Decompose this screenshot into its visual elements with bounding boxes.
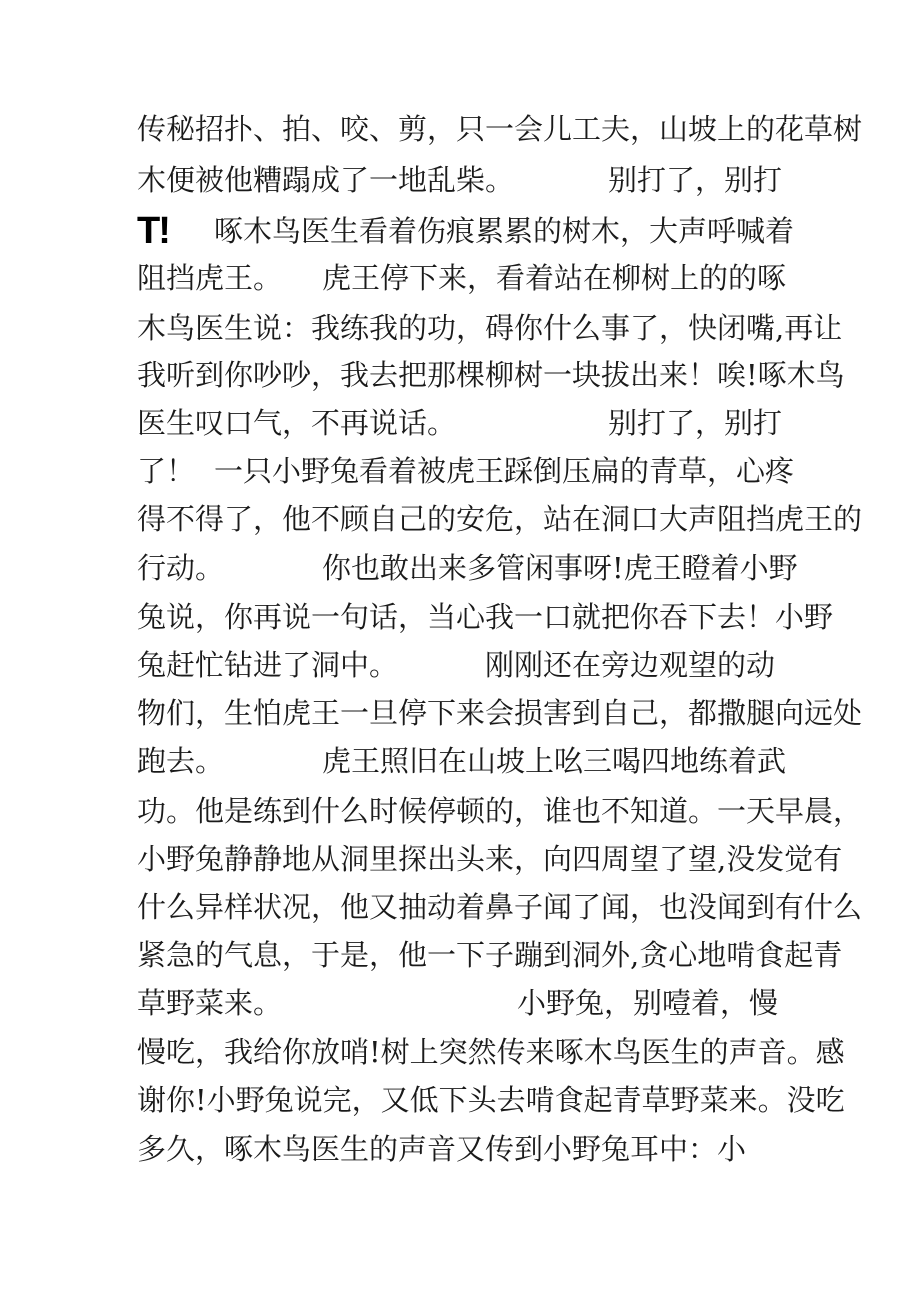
text-run: 草野菜来。	[137, 986, 283, 1020]
text-run: 别打了，别打	[608, 163, 783, 197]
text-run: 行动。	[137, 551, 225, 585]
text-run: 得不得了，他不顾自己的安危，站在洞口大声阻挡虎王的	[137, 502, 863, 536]
text-line	[0, 398, 920, 448]
text-line	[0, 640, 920, 690]
text-run: 木便被他糟蹋成了一地乱柴。	[137, 163, 515, 197]
text-run: 功。他是练到什么时候停顿的，谁也不知道。一天早晨，	[137, 794, 863, 828]
text-run: 小野兔静静地从洞里探出头来，向四周望了望,没发觉有	[137, 842, 843, 876]
text-run: 兔说，你再说一句话，当心我一口就把你吞下去！小野	[137, 600, 834, 634]
text-run: 多久，啄木鸟医生的声音又传到小野兔耳中：小	[137, 1132, 747, 1166]
text-run: 谢你!小野兔说完，又低下头去啃食起青草野菜来。没吃	[137, 1083, 845, 1117]
text-run: 虎王照旧在山坡上吆三喝四地练着武	[322, 744, 787, 778]
text-line	[0, 303, 920, 353]
text-line	[0, 494, 920, 544]
text-line	[0, 446, 920, 496]
text-line	[0, 1124, 920, 1174]
text-line	[0, 543, 920, 593]
text-run: 别打了，别打	[608, 406, 783, 440]
text-run: 传秘招扑、拍、咬、剪，只一会儿工夫，山坡上的花草树	[137, 112, 863, 146]
text-run: 我听到你吵吵，我去把那棵柳树一块拔出来！唉!啄木鸟	[137, 358, 845, 392]
text-run: 木鸟医生说：我练我的功，碍你什么事了，快闭嘴,再让	[137, 311, 843, 345]
text-line	[0, 350, 920, 400]
text-run: 慢吃，我给你放哨!树上突然传来啄木鸟医生的声音。感	[137, 1035, 845, 1069]
text-run: 兔赶忙钻进了洞中。	[137, 648, 399, 682]
text-run: 了！	[137, 454, 196, 488]
text-run: 小野兔，别噎着，慢	[517, 986, 779, 1020]
text-run: 什么异样状况，他又抽动着鼻子闻了闻，也没闻到有什么	[137, 890, 863, 924]
text-line	[0, 206, 920, 256]
text-run: 你也敢出来多管闲事呀!虎王瞪着小野	[322, 551, 798, 585]
text-run: 物们，生怕虎王一旦停下来会损害到自己，都撒腿向远处	[137, 696, 863, 730]
text-line	[0, 253, 920, 303]
text-run-bold: T!	[137, 210, 169, 252]
text-run: 医生叹口气，不再说话。	[137, 406, 457, 440]
text-line	[0, 930, 920, 980]
text-run: 阻挡虎王。	[137, 261, 283, 295]
text-line	[0, 882, 920, 932]
text-line	[0, 978, 920, 1028]
text-line	[0, 1027, 920, 1077]
text-run: 一只小野兔看着被虎王踩倒压扁的青草，心疼	[214, 454, 795, 488]
text-line	[0, 736, 920, 786]
text-run: 虎王停下来，看着站在柳树上的的啄	[322, 261, 787, 295]
text-line	[0, 592, 920, 642]
text-line	[0, 155, 920, 205]
text-line	[0, 1075, 920, 1125]
text-run: 跑去。	[137, 744, 225, 778]
text-line	[0, 786, 920, 836]
text-run: 啄木鸟医生看着伤痕累累的树木，大声呼喊着	[214, 214, 795, 248]
text-run: 刚刚还在旁边观望的动	[485, 648, 776, 682]
text-run: 紧急的气息，于是，他一下子蹦到洞外,贪心地啃食起青	[137, 938, 843, 972]
text-line	[0, 104, 920, 154]
text-line	[0, 688, 920, 738]
text-line	[0, 834, 920, 884]
